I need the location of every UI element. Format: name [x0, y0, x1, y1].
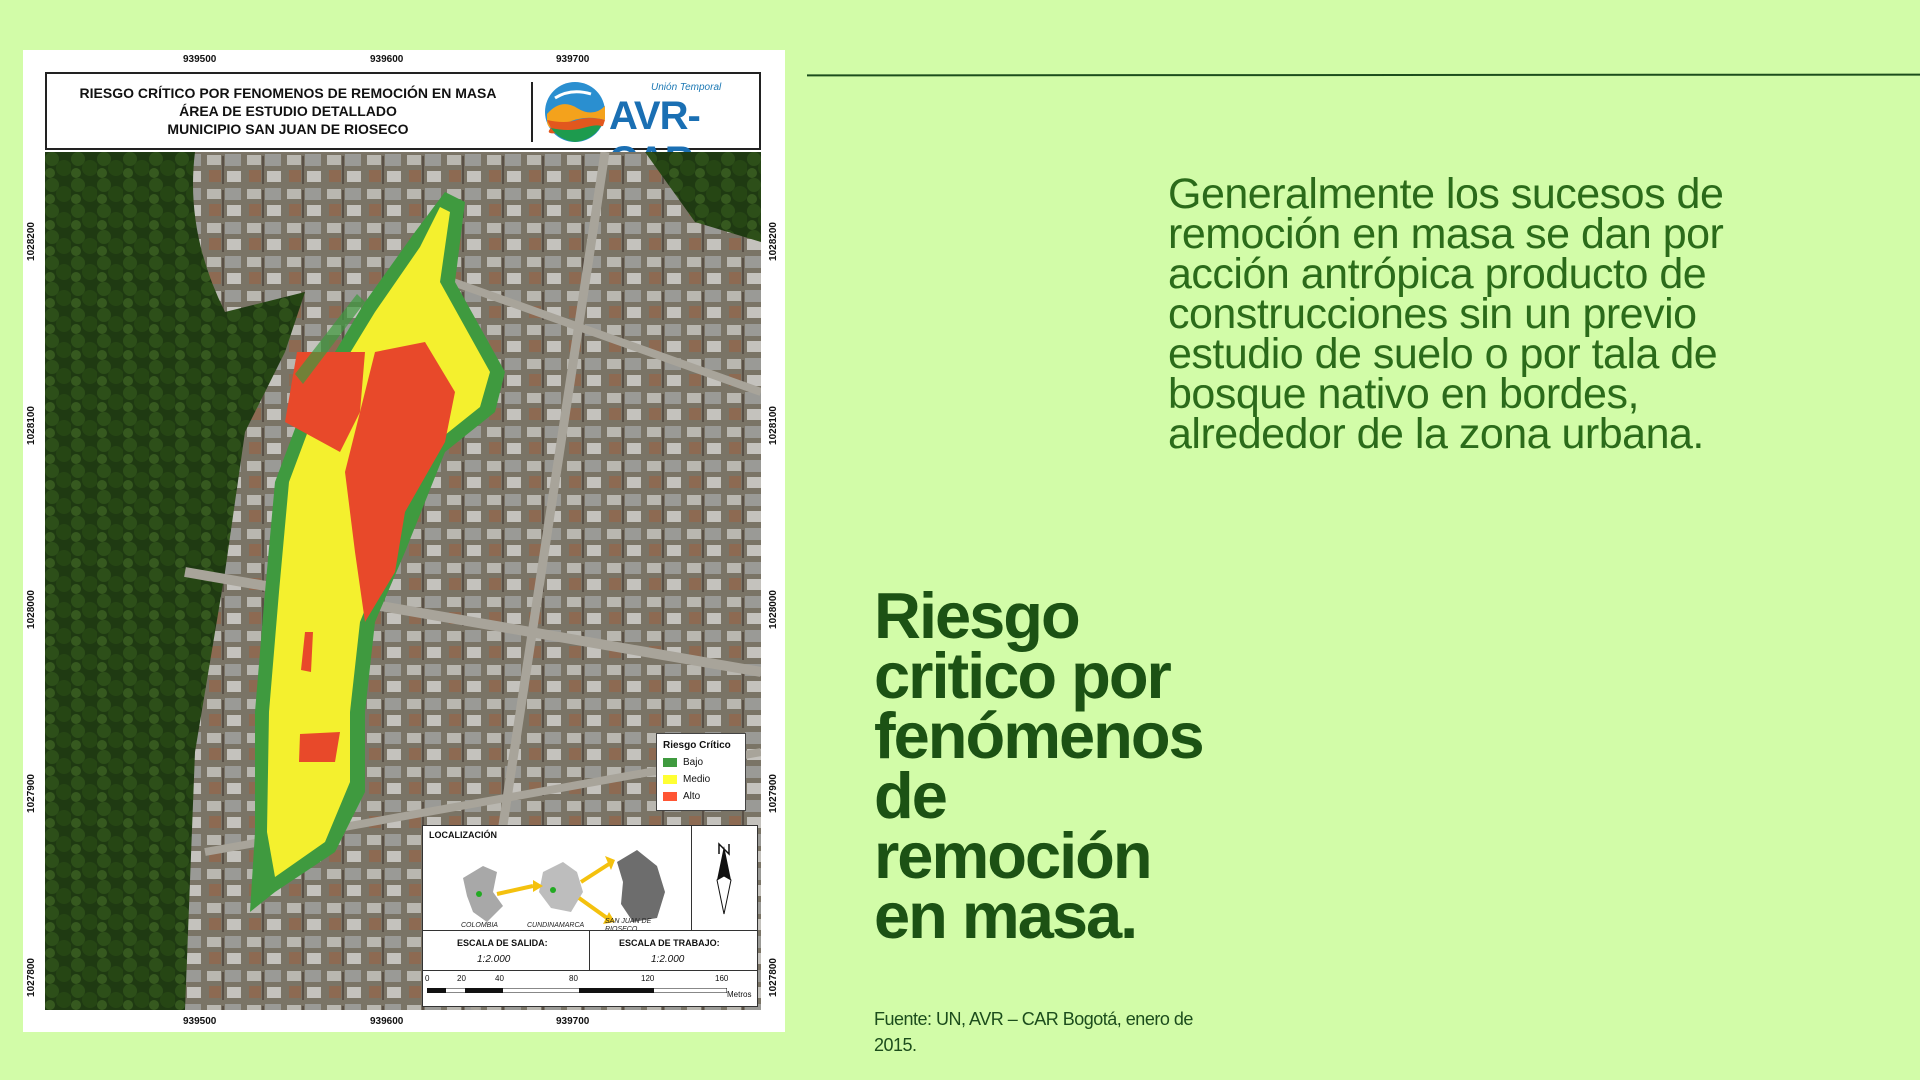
- coord-y-left-5: 1027800: [26, 958, 37, 997]
- legend-label-medio: Medio: [683, 773, 711, 785]
- legend-label-bajo: Bajo: [683, 756, 704, 768]
- legend-item-bajo: [663, 756, 703, 768]
- logo-globe-icon: [543, 80, 607, 144]
- location-inset-map: [453, 842, 693, 932]
- scale-work-value: 1:2.000: [651, 954, 685, 965]
- legend-item-medio: [663, 773, 710, 785]
- map-title: [53, 84, 523, 138]
- cundinamarca-shape: [539, 862, 583, 912]
- risk-map-figure: [23, 50, 785, 1032]
- coord-y-left-4: 1027900: [26, 774, 37, 813]
- scale-output-label: ESCALA DE SALIDA:: [457, 938, 548, 948]
- scale-bar: [427, 988, 727, 993]
- north-arrow-icon: [709, 840, 739, 920]
- scale-tick-40: 40: [495, 974, 504, 983]
- coord-x-bottom-3: 939700: [556, 1016, 590, 1027]
- coord-x-top-3: 939700: [556, 54, 590, 65]
- coord-y-right-2: 1028100: [768, 406, 779, 445]
- slide-heading: Riesgo critico por fenómenos de remoción en masa.: [874, 579, 1203, 952]
- map-legend: [656, 733, 746, 811]
- coord-y-right-3: 1028000: [768, 590, 779, 629]
- scale-tick-120: 120: [641, 974, 655, 983]
- arrow-cundinamarca-up: [581, 864, 609, 882]
- map-title-line-1: RIESGO CRÍTICO POR FENOMENOS DE REMOCIÓN EN MASA: [79, 85, 497, 101]
- colombia-marker: [476, 891, 482, 897]
- location-box: [422, 825, 758, 1007]
- location-title: LOCALIZACIÓN: [429, 830, 497, 840]
- coord-x-top-1: 939500: [183, 54, 217, 65]
- scale-output-value: 1:2.000: [477, 954, 511, 965]
- source-citation: Fuente: UN, AVR – CAR Bogotá, enero de 2015.: [874, 1009, 1193, 1055]
- coord-y-right-4: 1027900: [768, 774, 779, 813]
- legend-swatch-bajo: [663, 758, 677, 767]
- scale-units: Metros: [727, 990, 752, 999]
- coord-x-bottom-1: 939500: [183, 1016, 217, 1027]
- scale-divider-top: [423, 930, 757, 931]
- logo-text: AVR-: [609, 94, 700, 138]
- location-label-colombia: COLOMBIA: [461, 922, 498, 929]
- header-divider: [531, 82, 533, 142]
- scale-divider-bottom: [423, 970, 757, 971]
- san-juan-shape: [617, 850, 665, 922]
- scale-work-label: ESCALA DE TRABAJO:: [619, 938, 720, 948]
- coord-x-top-2: 939600: [370, 54, 404, 65]
- scale-tick-80: 80: [569, 974, 578, 983]
- coord-y-right-5: 1027800: [768, 958, 779, 997]
- legend-swatch-medio: [663, 775, 677, 784]
- coord-y-left-1: 1028200: [26, 222, 37, 261]
- legend-title: Riesgo Crítico: [663, 740, 731, 751]
- top-divider-line: [807, 74, 1920, 77]
- arrow-colombia: [497, 886, 533, 894]
- map-title-line-2: ÁREA DE ESTUDIO DETALLADO: [179, 103, 397, 119]
- scale-tick-20: 20: [457, 974, 466, 983]
- map-header: [45, 72, 761, 150]
- location-label-san-juan: SAN JUAN DE: [605, 918, 652, 925]
- legend-swatch-alto: [663, 792, 677, 801]
- scale-tick-0: 0: [425, 974, 430, 983]
- cundinamarca-marker: [550, 887, 556, 893]
- avr-car-logo: [543, 78, 759, 146]
- coord-y-left-3: 1028000: [26, 590, 37, 629]
- risk-zone-alto-4: [299, 732, 340, 762]
- scale-divider-middle: [589, 930, 590, 970]
- coord-y-left-2: 1028100: [26, 406, 37, 445]
- coord-x-bottom-2: 939600: [370, 1016, 404, 1027]
- location-label-cundinamarca: CUNDINAMARCA: [527, 922, 585, 929]
- location-divider: [691, 826, 692, 930]
- scale-tick-160: 160: [715, 974, 729, 983]
- arrow-cundinamarca-down: [579, 898, 607, 918]
- coord-y-right-1: 1028200: [768, 222, 779, 261]
- logo-small-text: Unión Temporal: [651, 82, 722, 93]
- map-title-line-3: MUNICIPIO SAN JUAN DE RIOSECO: [167, 121, 409, 137]
- legend-item-alto: [663, 790, 700, 802]
- body-paragraph: Generalmente los sucesos de remoción en masa se dan por acción antrópica producto de construcciones sin un previo estudio de suelo o por tala de bosque nativo en bordes, alrededor de la zona urbana.: [1168, 170, 1724, 458]
- legend-label-alto: Alto: [683, 790, 701, 802]
